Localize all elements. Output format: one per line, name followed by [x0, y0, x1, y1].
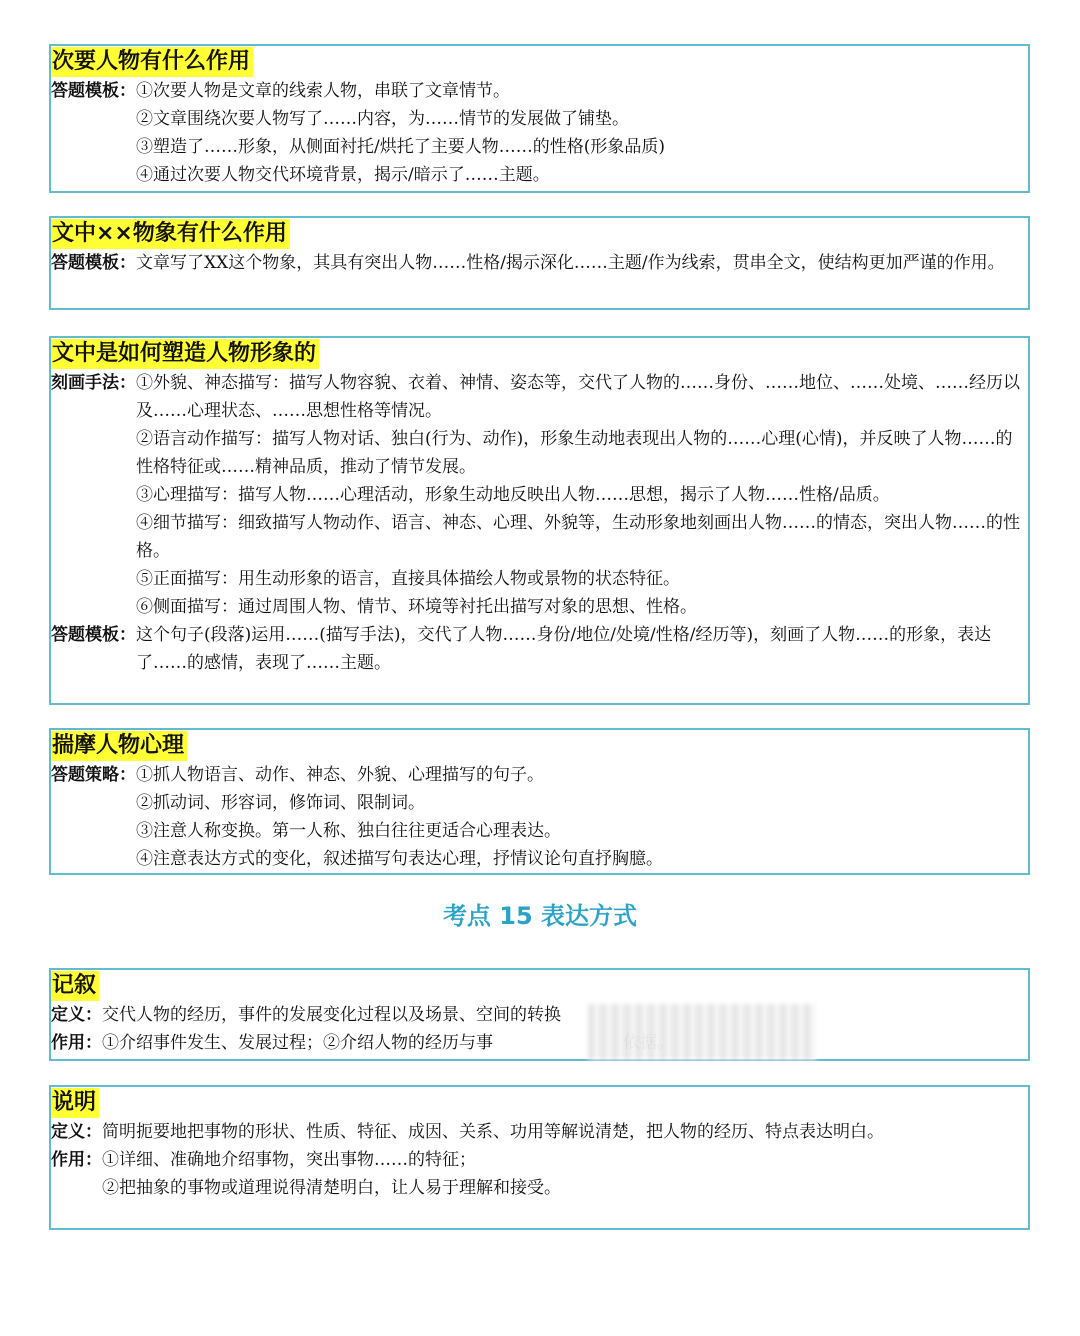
method-item: ⑥侧面描写：通过周围人物、情节、环境等衬托出描写对象的思想、性格。 — [136, 597, 697, 617]
function-line: ②把抽象的事物或道理说得清楚明白，让人易于理解和接受。 — [102, 1178, 561, 1198]
answer-template — [51, 77, 1024, 189]
label-definition: 定义： — [51, 1122, 102, 1142]
method-item: ⑤正面描写：用生动形象的语言，直接具体描绘人物或景物的状态特征。 — [136, 569, 680, 589]
function-text: ①介绍事件发生、发展过程；②介绍人物的经历与事 — [102, 1033, 493, 1053]
section-title: 文中是如何塑造人物形象的 — [51, 339, 319, 369]
method-item: ③心理描写：描写人物……心理活动，形象生动地反映出人物……思想，揭示了人物……性格/品质。 — [136, 485, 890, 505]
section-object-image — [49, 216, 1030, 310]
function-line: ①详细、准确地介绍事物，突出事物……的特征； — [102, 1150, 476, 1170]
label-function: 作用： — [51, 1033, 102, 1053]
strategy-line: ①抓人物语言、动作、神态、外貌、心理描写的句子。 — [136, 765, 544, 785]
portrayal-methods — [51, 369, 1024, 621]
definition-text: 简明扼要地把事物的形状、性质、特征、成因、关系、功用等解说清楚，把人物的经历、特点表达明白。 — [102, 1122, 884, 1142]
template-line: ①次要人物是文章的线索人物，串联了文章情节。 — [136, 81, 510, 101]
section-character-shaping — [49, 336, 1030, 705]
template-line: ②文章围绕次要人物写了……内容，为……情节的发展做了铺垫。 — [136, 109, 629, 129]
method-item: ④细节描写：细致描写人物动作、语言、神态、心理、外貌等，生动形象地刻画出人物……的情态，突出人物……的性格。 — [136, 513, 1020, 561]
template-text: 文章写了XX这个物象，其具有突出人物……性格/揭示深化……主题/作为线索，贯串全文，使结构更加严谨的作用。 — [136, 253, 1005, 273]
section-character-psychology — [49, 728, 1030, 875]
definition-text: 交代人物的经历，事件的发展变化过程以及场景、空间的转换 — [102, 1005, 561, 1025]
section-title: 说明 — [51, 1088, 99, 1118]
strategy-line: ③注意人称变换。第一人称、独白往往更适合心理表达。 — [136, 821, 561, 841]
strategy-line: ④注意表达方式的变化，叙述描写句表达心理，抒情议论句直抒胸臆。 — [136, 849, 663, 869]
strategy-line: ②抓动词、形容词，修饰词、限制词。 — [136, 793, 425, 813]
section-minor-character — [49, 44, 1030, 193]
label-definition: 定义： — [51, 1005, 102, 1025]
section-title: 揣摩人物心理 — [51, 731, 187, 761]
blurred-region — [588, 1004, 816, 1060]
section-title: 次要人物有什么作用 — [51, 47, 253, 77]
section-exposition — [49, 1085, 1030, 1230]
template-line: ④通过次要人物交代环境背景，揭示/暗示了……主题。 — [136, 165, 550, 185]
label-answer-template: 答题模板： — [51, 81, 136, 101]
answer-strategy — [51, 761, 1024, 873]
method-item: ②语言动作描写：描写人物对话、独白(行为、动作)，形象生动地表现出人物的……心理(心情)，并反映了人物……的性格特征或……精神品质，推动了情节发展。 — [136, 429, 1013, 477]
template-line: ③塑造了……形象，从侧面衬托/烘托了主要人物……的性格(形象品质) — [136, 137, 665, 157]
label-function: 作用： — [51, 1150, 102, 1170]
label-answer-template: 答题模板： — [51, 253, 136, 273]
section-title: 文中××物象有什么作用 — [51, 219, 290, 249]
label-portrayal-methods: 刻画手法： — [51, 373, 136, 393]
answer-template — [51, 621, 1024, 677]
section-narration — [49, 968, 1030, 1061]
template-text: 这个句子(段落)运用……(描写手法)，交代了人物……身份/地位/处境/性格/经历等)，刻画了人物……的形象，表达了……的感情，表现了……主题。 — [136, 625, 992, 673]
section-title: 记叙 — [51, 971, 99, 1001]
label-answer-strategy: 答题策略： — [51, 765, 136, 785]
label-answer-template: 答题模板： — [51, 625, 136, 645]
method-item: ①外貌、神态描写：描写人物容貌、衣着、神情、姿态等，交代了人物的……身份、……地位、……处境、……经历以及……心理状态、……思想性格等情况。 — [136, 373, 1020, 421]
topic-heading: 考点 15 表达方式 — [442, 902, 638, 930]
